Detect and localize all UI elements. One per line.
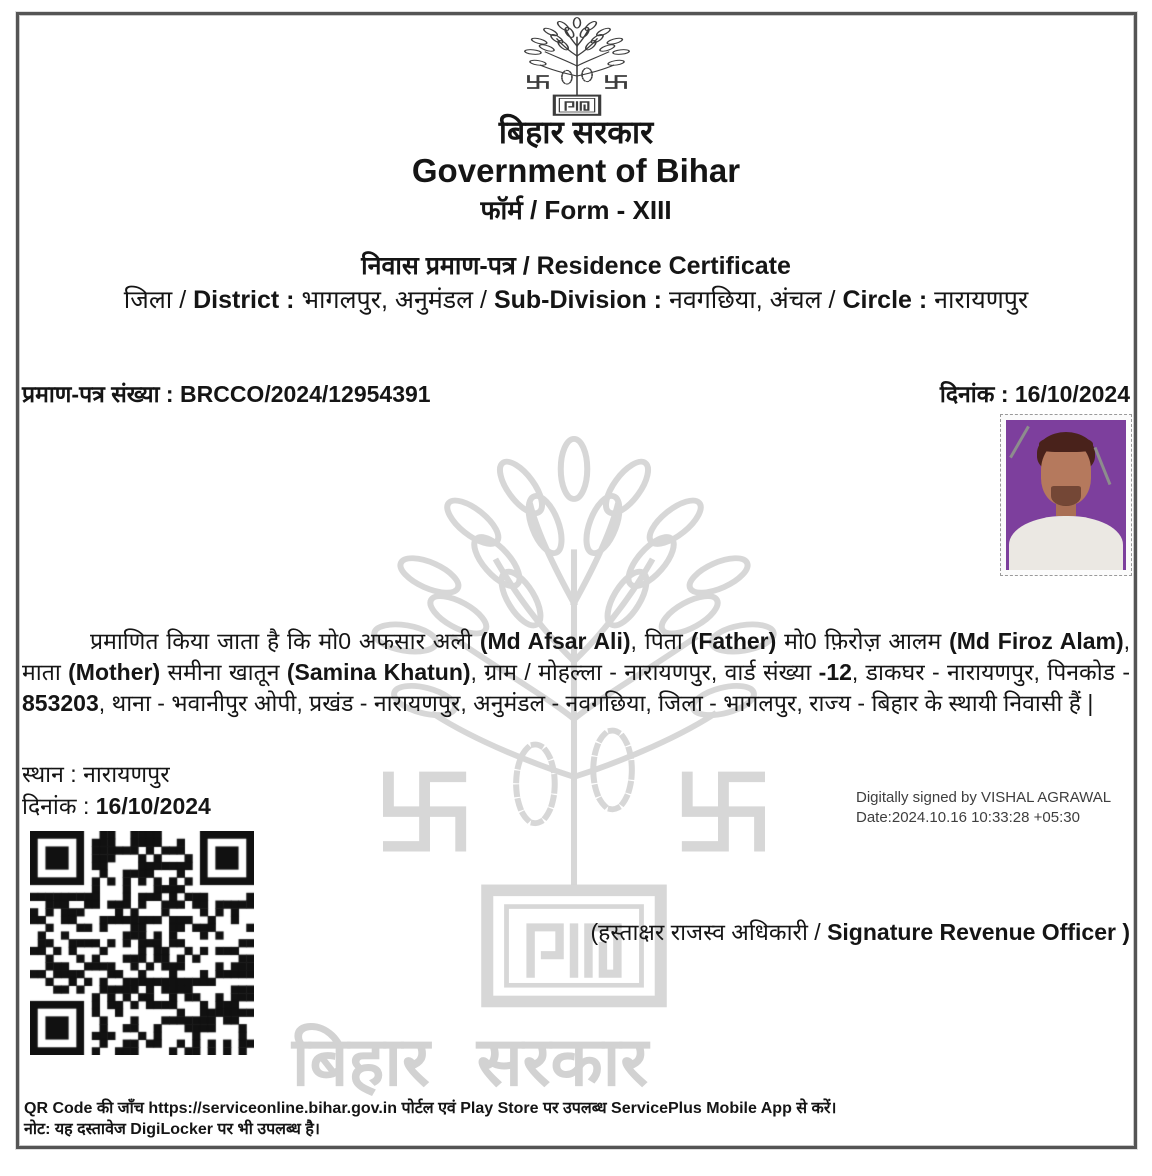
certificate-title: निवास प्रमाण-पत्र / Residence Certificate — [361, 252, 791, 280]
org-name-english: Government of Bihar — [411, 152, 741, 189]
staple-mark — [1009, 426, 1030, 459]
applicant-photo — [1000, 414, 1132, 576]
watermark-text: बिहार सरकार — [291, 1024, 649, 1100]
qr-code — [30, 831, 254, 1055]
digital-signature-line1: Digitally signed by VISHAL AGRAWAL — [856, 789, 1112, 806]
issue-date: दिनांक : 16/10/2024 — [939, 381, 1130, 407]
bihar-government-emblem-icon — [514, 14, 640, 118]
photo-beard — [1051, 486, 1081, 506]
certificate-body-text: प्रमाणित किया जाता है कि मो0 अफसार अली (Md Afsar Ali), पिता (Father) मो0 फ़िरोज़ आलम (Md Firoz Alam), माता (Mother) समीना खातून (Samina Khatun), ग्राम / मोहल्ला - नारायणपुर, वार्ड संख्या -12, डाकघर - नारायणपुर, पिनकोड - 853203, थाना - भवानीपुर ओपी, प्रखंड - नारायणपुर, अनुमंडल - नवगछिया, जिला - भागलपुर, राज्य - बिहार के स्थायी निवासी हैं | — [22, 628, 1130, 716]
photo-hair-fringe — [1039, 436, 1093, 452]
digital-signature-line2: Date:2024.10.16 10:33:28 +05:30 — [856, 809, 1080, 826]
staple-mark — [1094, 447, 1112, 485]
footer-notes — [24, 1098, 1124, 1140]
footer-qr-verification-note: QR Code की जाँच https://serviceonline.bihar.gov.in पोर्टल एवं Play Store पर उपलब्ध ServicePlus Mobile App से करें। — [24, 1100, 837, 1117]
place-line: स्थान : नारायणपुर — [22, 761, 170, 787]
revenue-officer-signature-line: (हस्ताक्षर राजस्व अधिकारी / Signature Revenue Officer ) — [590, 919, 1130, 945]
meta-row — [22, 377, 1130, 409]
form-number: फॉर्म / Form - XIII — [480, 195, 672, 225]
footer-digilocker-note: नोट: यह दस्तावेज DigiLocker पर भी उपलब्ध है। — [24, 1121, 320, 1138]
date-line: दिनांक : 16/10/2024 — [22, 793, 211, 819]
certificate-number: प्रमाण-पत्र संख्या : BRCCO/2024/12954391 — [22, 381, 431, 407]
digital-signature-block — [856, 788, 1132, 828]
applicant-photo-background — [1006, 420, 1126, 570]
org-name-hindi: बिहार सरकार — [498, 114, 654, 150]
photo-shirt — [1009, 516, 1123, 570]
district-subdivision-circle-line: जिला / District : भागलपुर, अनुमंडल / Sub-Division : नवगछिया, अंचल / Circle : नारायणपुर — [123, 286, 1029, 314]
